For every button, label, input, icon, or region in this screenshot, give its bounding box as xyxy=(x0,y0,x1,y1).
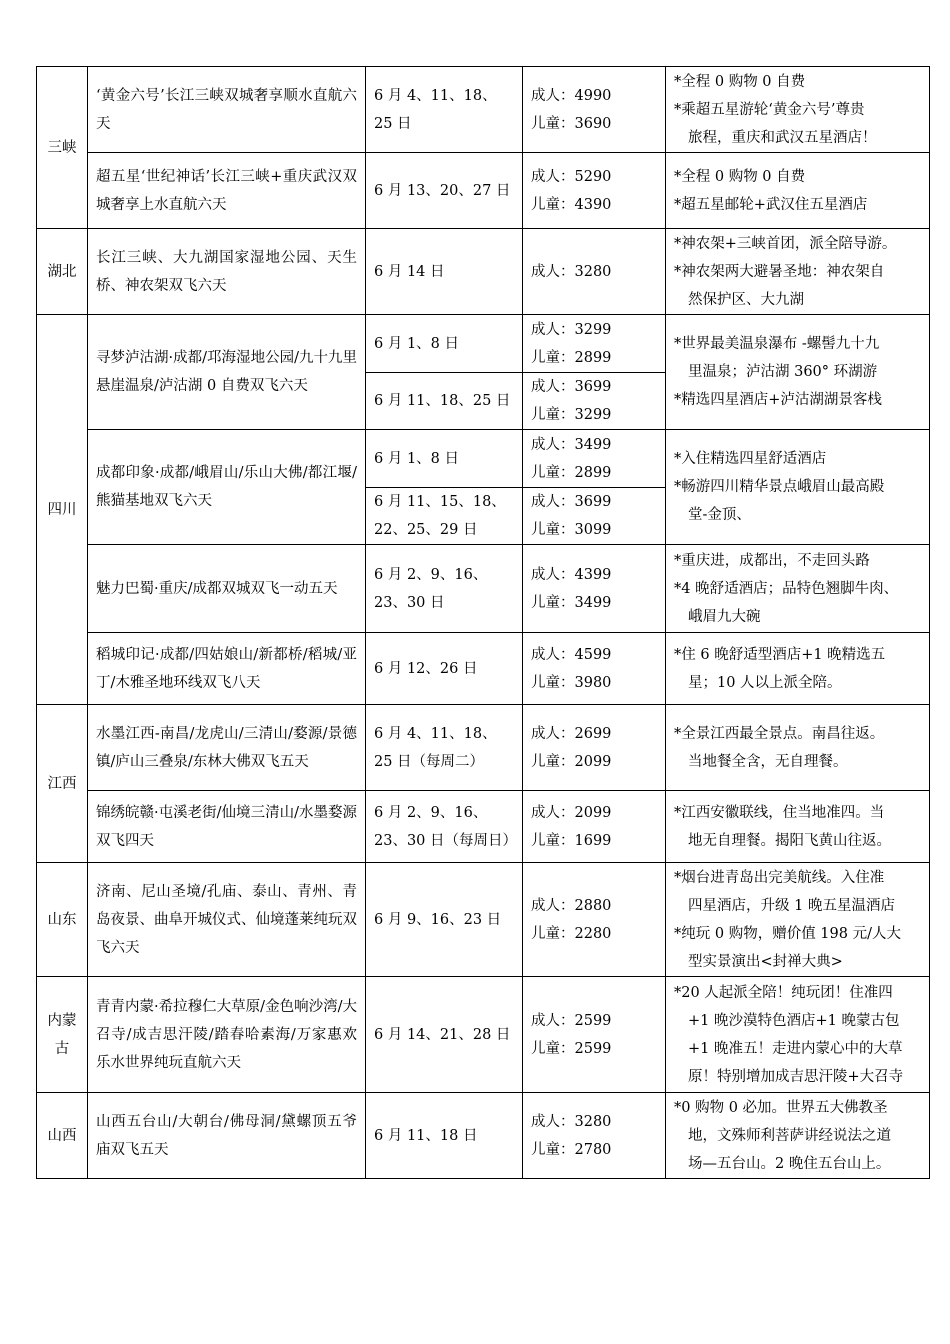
route-name: 山西五台山/大朝台/佛母洞/黛螺顶五爷庙双飞五天 xyxy=(96,1113,357,1158)
adult-price: 成人：4990 xyxy=(531,87,612,104)
adult-price: 成人：2880 xyxy=(531,897,612,914)
departure-dates: 6 月 11、18 日 xyxy=(374,1127,478,1144)
dates-cell xyxy=(366,229,523,315)
price-cell xyxy=(523,545,666,633)
child-price: 儿童：2099 xyxy=(531,753,612,770)
notes-cell xyxy=(666,863,930,977)
notes-cell xyxy=(666,977,930,1093)
route-name: 水墨江西-南昌/龙虎山/三清山/婺源/景德镇/庐山三叠泉/东林大佛双飞五天 xyxy=(96,725,357,770)
note-line: 星；10 人以上派全陪。 xyxy=(688,674,842,691)
note-line: *纯玩 0 购物，赠价值 198 元/人大 xyxy=(674,925,901,942)
route-name-cell xyxy=(88,430,366,545)
note-line: 堂-金顶、 xyxy=(688,507,751,523)
note-line: *20 人起派全陪！纯玩团！住准四 xyxy=(674,984,893,1001)
route-name-cell xyxy=(88,153,366,229)
route-name: 超五星‘世纪神话’长江三峡+重庆武汉双城奢享上水直航六天 xyxy=(96,168,357,213)
note-line: 峨眉九大碗 xyxy=(688,608,761,625)
region-cell xyxy=(37,1093,88,1179)
note-line: *住 6 晚舒适型酒店+1 晚精选五 xyxy=(674,646,886,663)
note-line: *江西安徽联线，住当地准四。当 xyxy=(674,804,885,821)
adult-price: 成人：3280 xyxy=(531,1113,612,1130)
route-name: 济南、尼山圣境/孔庙、泰山、青州、青岛夜景、曲阜开城仪式、仙境蓬莱纯玩双飞六天 xyxy=(96,883,357,956)
child-price: 儿童：2899 xyxy=(531,464,612,481)
price-cell xyxy=(523,863,666,977)
region-name: 三峡 xyxy=(47,139,77,156)
price-cell xyxy=(523,977,666,1093)
note-line: 里温泉；泸沽湖 360° 环湖游 xyxy=(688,364,878,380)
child-price: 儿童：2599 xyxy=(531,1040,612,1057)
route-name: 稻城印记·成都/四姑娘山/新都桥/稻城/亚丁/木雅圣地环线双飞八天 xyxy=(96,646,357,691)
adult-price: 成人：2599 xyxy=(531,1012,612,1029)
tour-table-body xyxy=(37,67,930,1179)
table-row xyxy=(37,315,930,373)
route-name: 长江三峡、大九湖国家湿地公园、天生桥、神农架双飞六天 xyxy=(96,249,357,294)
price-cell xyxy=(523,153,666,229)
dates-cell xyxy=(366,430,523,488)
tour-table xyxy=(36,66,930,1179)
note-line: 地无自理餐。揭阳飞黄山往返。 xyxy=(688,832,891,849)
route-name-cell xyxy=(88,1093,366,1179)
adult-price: 成人：2699 xyxy=(531,725,612,742)
table-row xyxy=(37,791,930,863)
departure-dates: 6 月 14、21、28 日 xyxy=(374,1026,511,1043)
dates-cell xyxy=(366,977,523,1093)
price-cell xyxy=(523,430,666,488)
child-price: 儿童：3299 xyxy=(531,407,612,423)
region-name: 内蒙古 xyxy=(47,1012,77,1057)
table-row xyxy=(37,705,930,791)
price-cell xyxy=(523,791,666,863)
child-price: 儿童：2280 xyxy=(531,925,612,942)
note-line: 型实景演出<封禅大典> xyxy=(688,953,843,970)
table-row xyxy=(37,1093,930,1179)
route-name: 锦绣皖赣·屯溪老街/仙境三清山/水墨婺源双飞四天 xyxy=(96,804,357,849)
route-name-cell xyxy=(88,977,366,1093)
note-line: 原！特别增加成吉思汗陵+大召寺 xyxy=(688,1068,904,1085)
dates-cell xyxy=(366,315,523,373)
route-name-cell xyxy=(88,863,366,977)
adult-price: 成人：3280 xyxy=(531,263,612,280)
adult-price: 成人：3499 xyxy=(531,436,612,453)
notes-cell xyxy=(666,545,930,633)
route-name-cell xyxy=(88,633,366,705)
notes-cell xyxy=(666,153,930,229)
departure-dates: 6 月 2、9、16、23、30 日（每周日） xyxy=(374,804,518,849)
table-row xyxy=(37,67,930,153)
notes-cell xyxy=(666,633,930,705)
route-name: ‘黄金六号’长江三峡双城奢享顺水直航六天 xyxy=(96,87,357,132)
price-cell xyxy=(523,1093,666,1179)
note-line: *0 购物 0 必加。世界五大佛教圣 xyxy=(674,1099,888,1116)
route-name: 魅力巴蜀·重庆/成都双城双飞一动五天 xyxy=(96,580,338,597)
region-name: 山东 xyxy=(47,911,77,928)
note-line: *超五星邮轮+武汉住五星酒店 xyxy=(674,196,868,213)
note-line: *烟台进青岛出完美航线。入住准 xyxy=(674,869,885,886)
dates-cell xyxy=(366,153,523,229)
note-line: *全程 0 购物 0 自费 xyxy=(674,168,806,185)
note-line: 旅程，重庆和武汉五星酒店！ xyxy=(688,129,877,146)
region-name: 山西 xyxy=(47,1127,77,1144)
region-cell xyxy=(37,67,88,229)
route-name-cell xyxy=(88,705,366,791)
price-cell xyxy=(523,373,666,430)
route-name: 青青内蒙·希拉穆仁大草原/金色响沙湾/大召寺/成吉思汗陵/踏春哈素海/万家惠欢乐水世界纯玩直航六天 xyxy=(96,998,357,1071)
note-line: *乘超五星游轮‘黄金六号’尊贵 xyxy=(674,101,865,118)
note-line: 当地餐全含，无自理餐。 xyxy=(688,753,848,770)
child-price: 儿童：3980 xyxy=(531,674,612,691)
region-cell xyxy=(37,863,88,977)
departure-dates: 6 月 11、15、18、22、25、29 日 xyxy=(374,494,506,538)
region-cell xyxy=(37,977,88,1093)
dates-cell xyxy=(366,373,523,430)
notes-cell xyxy=(666,430,930,545)
departure-dates: 6 月 11、18、25 日 xyxy=(374,393,511,409)
child-price: 儿童：3499 xyxy=(531,594,612,611)
region-cell xyxy=(37,315,88,705)
route-name: 寻梦泸沽湖·成都/邛海湿地公园/九十九里悬崖温泉/泸沽湖 0 自费双飞六天 xyxy=(96,350,357,394)
adult-price: 成人：3699 xyxy=(531,379,612,395)
note-line: *精选四星酒店+泸沽湖湖景客栈 xyxy=(674,392,882,408)
dates-cell xyxy=(366,545,523,633)
note-line: *重庆进，成都出，不走回头路 xyxy=(674,552,870,569)
table-row xyxy=(37,545,930,633)
dates-cell xyxy=(366,488,523,545)
departure-dates: 6 月 4、11、18、25 日 xyxy=(374,87,497,132)
region-cell xyxy=(37,229,88,315)
departure-dates: 6 月 12、26 日 xyxy=(374,660,478,677)
child-price: 儿童：2899 xyxy=(531,349,612,366)
price-cell xyxy=(523,705,666,791)
departure-dates: 6 月 4、11、18、25 日（每周二） xyxy=(374,725,497,770)
table-row xyxy=(37,430,930,488)
adult-price: 成人：2099 xyxy=(531,804,612,821)
note-line: *全程 0 购物 0 自费 xyxy=(674,73,806,90)
adult-price: 成人：5290 xyxy=(531,168,612,185)
note-line: *神农架+三峡首团，派全陪导游。 xyxy=(674,235,897,252)
route-name-cell xyxy=(88,229,366,315)
departure-dates: 6 月 9、16、23 日 xyxy=(374,911,502,928)
notes-cell xyxy=(666,705,930,791)
departure-dates: 6 月 13、20、27 日 xyxy=(374,182,511,199)
dates-cell xyxy=(366,67,523,153)
region-name: 四川 xyxy=(47,501,77,518)
price-cell xyxy=(523,488,666,545)
note-line: +1 晚沙漠特色酒店+1 晚蒙古包 xyxy=(688,1012,900,1029)
region-name: 江西 xyxy=(47,775,77,792)
note-line: 场—五台山。2 晚住五台山上。 xyxy=(688,1155,891,1172)
note-line: *世界最美温泉瀑布 -螺髻九十九 xyxy=(674,336,880,352)
table-row xyxy=(37,229,930,315)
note-line: *全景江西最全景点。南昌往返。 xyxy=(674,725,885,742)
note-line: +1 晚准五！走进内蒙心中的大草 xyxy=(688,1040,903,1057)
adult-price: 成人：4399 xyxy=(531,566,612,583)
child-price: 儿童：3690 xyxy=(531,115,612,132)
departure-dates: 6 月 1、8 日 xyxy=(374,450,460,467)
note-line: 四星酒店，升级 1 晚五星温酒店 xyxy=(688,897,895,914)
table-row xyxy=(37,633,930,705)
route-name: 成都印象·成都/峨眉山/乐山大佛/都江堰/熊猫基地双飞六天 xyxy=(96,465,357,509)
departure-dates: 6 月 1、8 日 xyxy=(374,335,460,352)
dates-cell xyxy=(366,1093,523,1179)
note-line: *畅游四川精华景点峨眉山最高殿 xyxy=(674,479,885,495)
note-line: 地，文殊师利菩萨讲经说法之道 xyxy=(688,1127,891,1144)
table-row xyxy=(37,977,930,1093)
notes-cell xyxy=(666,791,930,863)
departure-dates: 6 月 14 日 xyxy=(374,263,445,280)
dates-cell xyxy=(366,791,523,863)
note-line: *入住精选四星舒适酒店 xyxy=(674,451,827,467)
route-name-cell xyxy=(88,315,366,430)
child-price: 儿童：3099 xyxy=(531,522,612,538)
notes-cell xyxy=(666,1093,930,1179)
dates-cell xyxy=(366,863,523,977)
child-price: 儿童：1699 xyxy=(531,832,612,849)
region-name: 湖北 xyxy=(47,263,77,280)
table-row xyxy=(37,153,930,229)
note-line: *4 晚舒适酒店；品特色翘脚牛肉、 xyxy=(674,580,899,597)
price-cell xyxy=(523,229,666,315)
route-name-cell xyxy=(88,545,366,633)
table-row xyxy=(37,863,930,977)
route-name-cell xyxy=(88,67,366,153)
price-cell xyxy=(523,633,666,705)
adult-price: 成人：4599 xyxy=(531,646,612,663)
note-line: *神农架两大避暑圣地：神农架自 xyxy=(674,263,885,280)
notes-cell xyxy=(666,315,930,430)
dates-cell xyxy=(366,633,523,705)
notes-cell xyxy=(666,229,930,315)
adult-price: 成人：3299 xyxy=(531,321,612,338)
child-price: 儿童：4390 xyxy=(531,196,612,213)
departure-dates: 6 月 2、9、16、23、30 日 xyxy=(374,566,488,611)
dates-cell xyxy=(366,705,523,791)
child-price: 儿童：2780 xyxy=(531,1141,612,1158)
adult-price: 成人：3699 xyxy=(531,494,612,510)
route-name-cell xyxy=(88,791,366,863)
notes-cell xyxy=(666,67,930,153)
price-cell xyxy=(523,315,666,373)
price-cell xyxy=(523,67,666,153)
note-line: 然保护区、大九湖 xyxy=(688,291,804,308)
region-cell xyxy=(37,705,88,863)
